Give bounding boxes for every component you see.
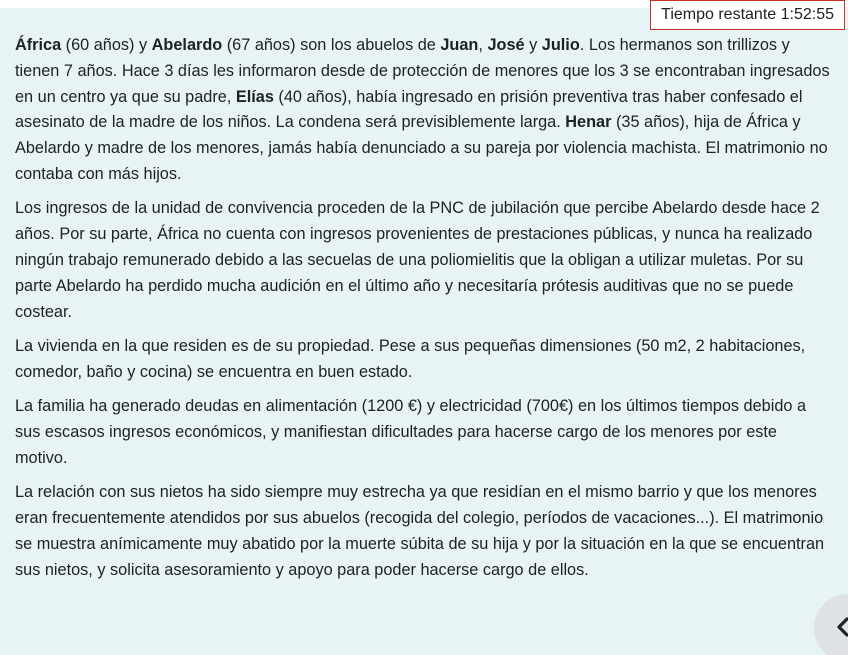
quiz-timer xyxy=(650,0,845,30)
paragraph-text: , xyxy=(478,36,488,54)
paragraph-text: (60 años) y xyxy=(61,36,152,54)
question-text-panel xyxy=(0,8,848,655)
paragraph-text: La familia ha generado deudas en alimentación (1200 €) y electricidad (700€) en los últimos tiempos debido a sus escasos ingresos económicos, y manifiestan dificultades para hacerse cargo de los menores por este motivo. xyxy=(15,397,807,467)
chevron-left-icon xyxy=(833,613,848,641)
case-paragraph xyxy=(15,33,830,188)
case-paragraph xyxy=(15,334,830,386)
case-paragraph xyxy=(15,394,830,471)
bold-name: Henar xyxy=(565,113,612,132)
bold-name: Abelardo xyxy=(151,36,223,54)
timer-value: 1:52:55 xyxy=(780,6,834,23)
paragraph-text: Los ingresos de la unidad de convivencia proceden de la PNC de jubilación que percibe Abelardo desde hace 2 años. Por su parte, África no cuenta con ingresos provenientes de prestaciones públicas, y nunca ha realizado ningún trabajo remunerado debido a las secuelas de una poliomielitis que la obligan a utilizar muletas. Por su parte Abelardo ha perdido mucha audición en el último año y necesitaría prótesis auditivas que no se puede costear. xyxy=(15,199,820,321)
bold-name: Julio xyxy=(541,36,580,54)
paragraph-text: (40 años), había ingresado en prisión preventiva tras haber confesado el asesinato de la madre de los niños. La condena será previsiblemente larga. xyxy=(15,87,803,132)
paragraph-text: . Los hermanos son trillizos y tienen 7 años. Hace 3 días les informaron desde de protección de menores que los 3 se encontraban ingresados en un centro ya que su padre, xyxy=(15,36,830,106)
case-paragraph xyxy=(15,480,830,583)
bold-name: Elías xyxy=(235,87,274,106)
timer-label: Tiempo restante xyxy=(661,6,777,23)
bold-name: África xyxy=(15,36,62,54)
bold-name: José xyxy=(487,36,525,54)
paragraph-text: (35 años), hija de África y Abelardo y madre de los menores, jamás había denunciado a su pareja por violencia machista. El matrimonio no contaba con más hijos. xyxy=(15,113,828,183)
case-paragraph xyxy=(15,196,830,325)
paragraph-text: y xyxy=(524,36,542,54)
bold-name: Juan xyxy=(440,36,479,54)
paragraph-text: La relación con sus nietos ha sido siempre muy estrecha ya que residían en el mismo barrio y que los menores eran frecuentemente atendidos por sus abuelos (recogida del colegio, períodos de vacaciones...). El matrimonio se muestra anímicamente muy abatido por la muerte súbita de su hija y por la situación en la que se encuentran sus nietos, y solicita asesoramiento y apoyo para poder hacerse cargo de ellos. xyxy=(15,483,825,579)
paragraph-text: La vivienda en la que residen es de su propiedad. Pese a sus pequeñas dimensiones (50 m2, 2 habitaciones, comedor, baño y cocina) se encuentra en buen estado. xyxy=(15,336,806,381)
paragraph-text: (67 años) son los abuelos de xyxy=(222,36,441,54)
question-content xyxy=(15,33,830,592)
